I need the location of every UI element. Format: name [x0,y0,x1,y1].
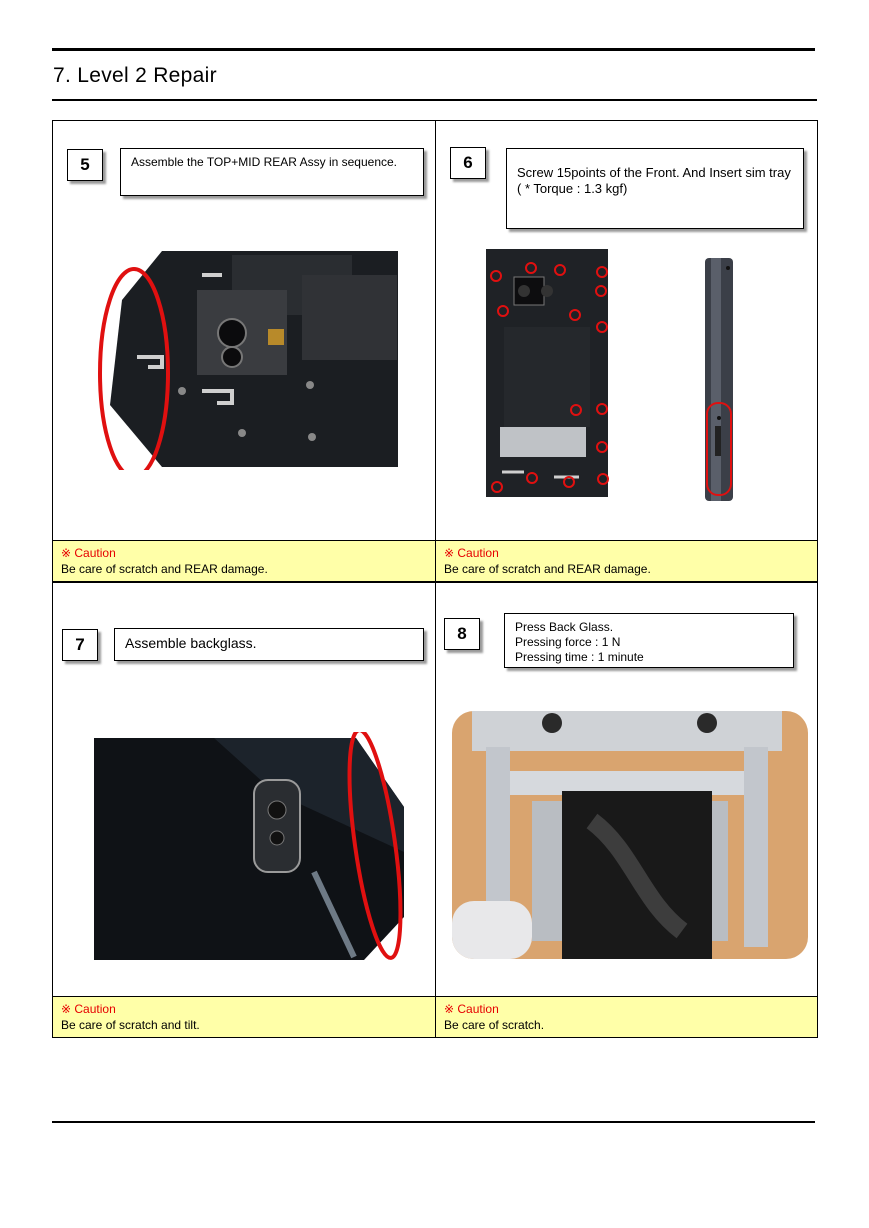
step-8-instruction [504,613,794,668]
step-5-photo [82,245,402,470]
title-rule [52,99,817,101]
step-6-front-photo [484,247,614,502]
step-6-side-photo [702,256,738,503]
top-rule [52,48,815,51]
step-8-instruction-line1: Press Back Glass. [515,620,614,634]
repair-steps-grid [52,120,818,1038]
step-8-caution [435,996,818,1038]
step-6-caution-text: Be care of scratch and REAR damage. [444,562,651,576]
step-7-caution [52,996,436,1038]
step-8-instruction-line2: Pressing force : 1 N [515,635,621,649]
step-7-instruction: Assemble backglass. [114,628,424,661]
step-5-caution-title: ※ Caution [61,546,116,560]
bottom-rule [52,1121,815,1123]
step-6-instruction [506,148,804,229]
step-8-caution-text: Be care of scratch. [444,1018,545,1032]
section-title: 7. Level 2 Repair [53,64,217,87]
step-5-caution-text: Be care of scratch and REAR damage. [61,562,268,576]
step-5-instruction: Assemble the TOP+MID REAR Assy in sequence. [120,148,424,196]
step-7-number: 7 [62,629,98,661]
step-7-photo [94,732,406,962]
step-7-caution-text: Be care of scratch and tilt. [61,1018,200,1032]
step-6-caution [435,540,818,582]
step-8-caution-title: ※ Caution [444,1002,499,1016]
step-6-number: 6 [450,147,486,179]
step-8-photo [452,711,808,959]
step-6-instruction-line2: ( * Torque : 1.3 kgf) [517,181,628,196]
step-8-instruction-line3: Pressing time : 1 minute [515,650,644,664]
step-6-instruction-line1: Screw 15points of the Front. And Insert sim tray [517,165,791,180]
step-5-caution [52,540,436,582]
step-7-caution-title: ※ Caution [61,1002,116,1016]
step-8-number: 8 [444,618,480,650]
step-6-caution-title: ※ Caution [444,546,499,560]
row-divider [52,582,818,583]
step-5-number: 5 [67,149,103,181]
